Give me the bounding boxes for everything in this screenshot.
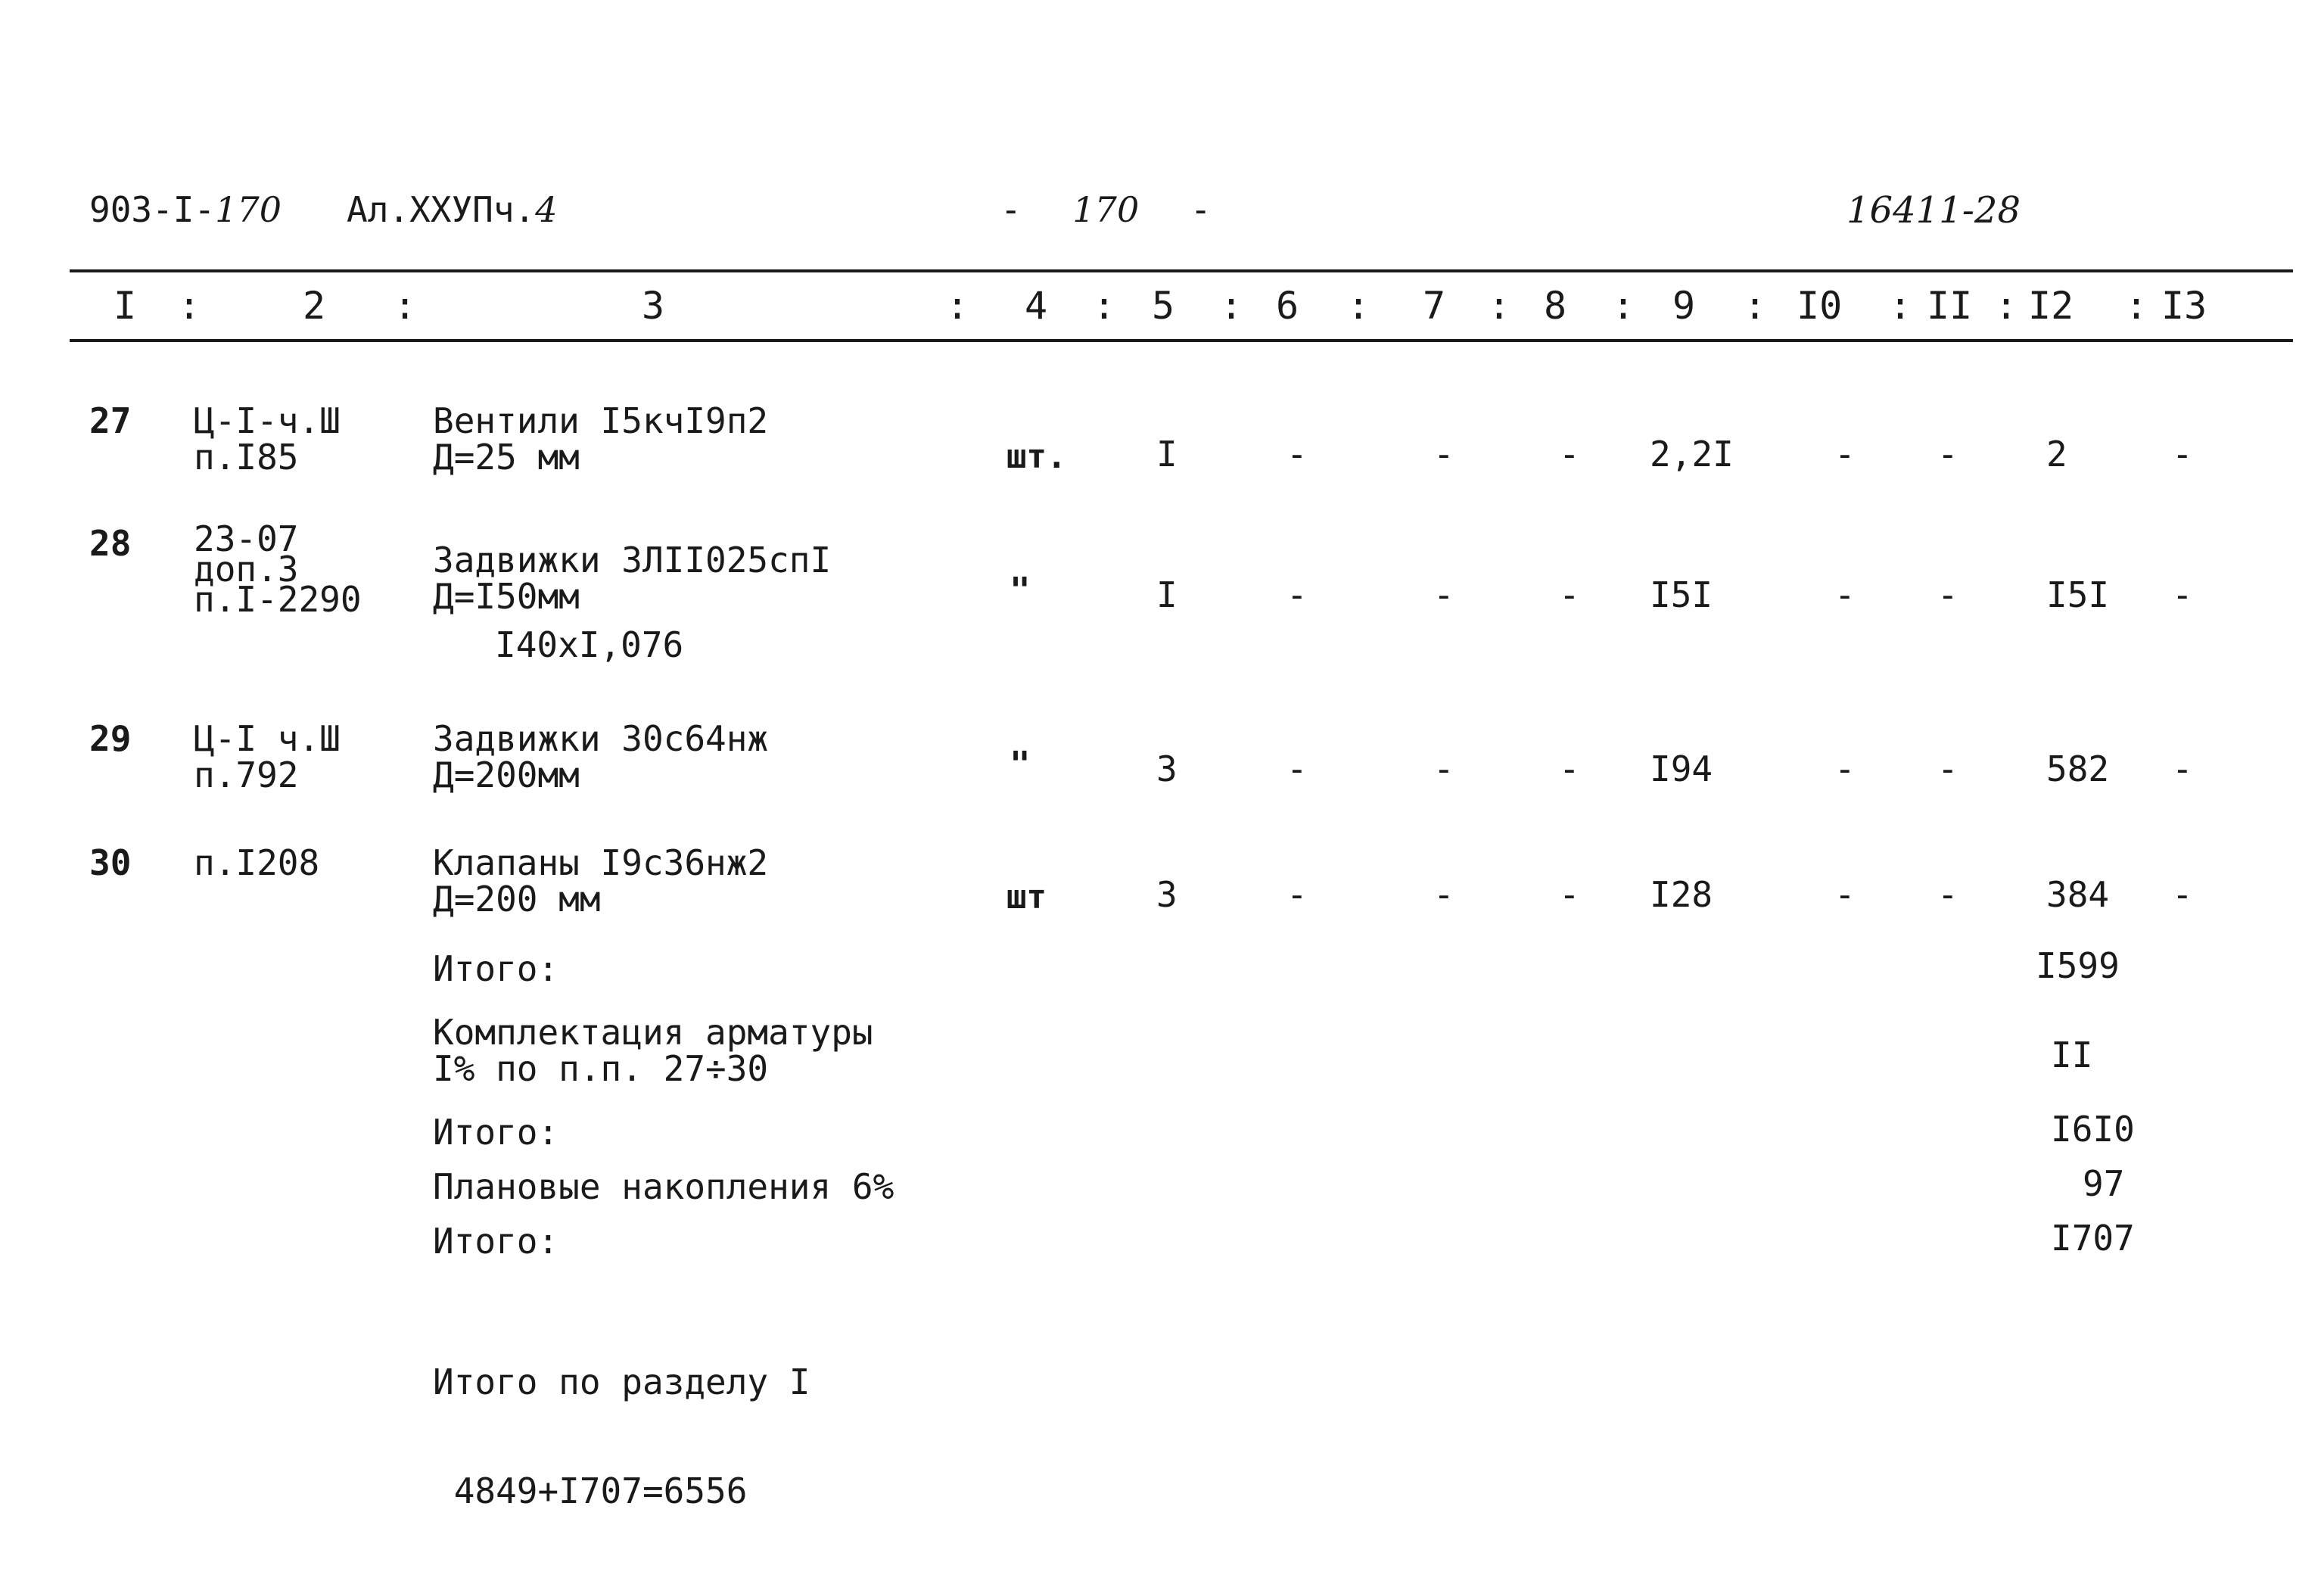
col-11-cell: - [1937, 874, 1958, 915]
col-10-cell: - [1834, 434, 1856, 475]
col-13-cell: - [2172, 874, 2193, 915]
col-8-cell: - [1559, 748, 1580, 789]
ref-line: Ц-I-ч.Ш [194, 400, 341, 441]
ref-line: п.I-2290 [194, 579, 362, 620]
col-7-cell: - [1433, 748, 1454, 789]
summary-label-line: 4849+I707=6556 [433, 1470, 748, 1511]
col-9-header: 9 [1672, 284, 1696, 328]
summary-label [433, 1014, 873, 1087]
row-number: 28 [89, 523, 132, 564]
ref-cell [194, 400, 341, 478]
ref-line: п.792 [194, 755, 299, 795]
ref-line: п.I208 [194, 842, 320, 883]
col-separator: : [394, 284, 417, 328]
summary-label: Итого: [433, 1112, 559, 1153]
name-line: Вентили I5кчI9п2 [433, 400, 769, 441]
col-3-header: 3 [642, 284, 665, 328]
col-13-cell: - [2172, 574, 2193, 615]
col-12-cell: 2 [2046, 434, 2067, 475]
col-12-cell: I5I [2046, 574, 2110, 615]
col-11-header: II [1927, 284, 1973, 328]
col-separator: : [1744, 284, 1767, 328]
page-number [1000, 189, 1212, 230]
col-separator: : [946, 284, 969, 328]
col-separator: : [1612, 284, 1635, 328]
col-10-cell: - [1834, 874, 1856, 915]
page-number-dash-left: - [1000, 189, 1022, 230]
summary-label-line: Комплектация арматуры [433, 1012, 873, 1053]
col-2-header: 2 [303, 284, 326, 328]
name-line: Клапаны I9с36нж2 [433, 842, 769, 883]
unit-cell: " [1010, 744, 1031, 785]
summary-label: Итого: [433, 1221, 559, 1262]
album-handwritten: 4 [535, 189, 558, 230]
page-number-dash-right: - [1190, 189, 1212, 230]
row-number: 30 [89, 842, 132, 883]
ref-line: п.I85 [194, 437, 299, 478]
summary-value: I599 [2036, 945, 2120, 986]
summary-value: I6I0 [2051, 1109, 2135, 1150]
ref-cell [194, 842, 320, 883]
album-ref [347, 189, 558, 230]
col-7-cell: - [1433, 574, 1454, 615]
col-11-cell: - [1937, 574, 1958, 615]
unit-cell: " [1010, 570, 1031, 611]
qty-cell: 3 [1156, 874, 1178, 915]
col-4-header: 4 [1025, 284, 1048, 328]
col-8-cell: - [1559, 574, 1580, 615]
col-separator: : [1889, 284, 1912, 328]
col-7-cell: - [1433, 874, 1454, 915]
summary-value: II [2051, 1035, 2093, 1075]
name-line: Д=I50мм [433, 576, 580, 617]
col-6-cell: - [1286, 748, 1308, 789]
page-number-value: 170 [1072, 189, 1140, 230]
col-6-cell: - [1286, 434, 1308, 475]
col-separator: : [1093, 284, 1116, 328]
col-12-cell: 582 [2046, 748, 2110, 789]
col-11-cell: - [1937, 434, 1958, 475]
doc-code [89, 189, 282, 230]
ref-line: Ц-I ч.Ш [194, 718, 341, 759]
col-11-cell: - [1937, 748, 1958, 789]
row-number: 27 [89, 400, 132, 441]
col-7-header: 7 [1423, 284, 1446, 328]
col-6-header: 6 [1276, 284, 1299, 328]
col-12-header: I2 [2028, 284, 2074, 328]
qty-cell: I [1156, 574, 1178, 615]
col-separator: : [1995, 284, 2018, 328]
unit-cell: шт. [1006, 437, 1067, 476]
ref-cell [194, 720, 341, 793]
col-9-cell: I5I [1650, 574, 1713, 615]
sheet-code: 16411-28 [1846, 189, 2021, 232]
col-separator: : [178, 284, 201, 328]
qty-cell: I [1156, 434, 1178, 475]
col-6-cell: - [1286, 574, 1308, 615]
name-line: Задвижки 30с64нж [433, 718, 769, 759]
name-line: Д=25 мм [433, 437, 580, 478]
doc-code-handwritten: 170 [215, 189, 282, 230]
col-8-cell: - [1559, 434, 1580, 475]
summary-label: Итого: [433, 948, 559, 989]
col-9-cell: 2,2I [1650, 434, 1734, 475]
doc-code-print: 903-I- [89, 189, 216, 230]
ref-cell [194, 518, 362, 620]
name-line: Д=200мм [433, 755, 580, 795]
name-extra-line: I40хI,076 [495, 624, 684, 665]
col-separator: : [1347, 284, 1370, 328]
name-cell [433, 720, 768, 793]
row-number: 29 [89, 718, 132, 759]
col-13-header: I3 [2161, 284, 2207, 328]
col-8-header: 8 [1544, 284, 1567, 328]
col-9-cell: I94 [1650, 748, 1713, 789]
col-7-cell: - [1433, 434, 1454, 475]
col-separator: : [2125, 284, 2148, 328]
col-10-cell: - [1834, 748, 1856, 789]
col-10-cell: - [1834, 574, 1856, 615]
summary-label [433, 1291, 810, 1582]
col-9-cell: I28 [1650, 874, 1713, 915]
ref-line: доп.3 [194, 549, 299, 590]
header-rule-top [70, 269, 2293, 272]
col-13-cell: - [2172, 434, 2193, 475]
col-1-header: I [114, 284, 137, 328]
col-8-cell: - [1559, 874, 1580, 915]
summary-label-line: I% по п.п. 27÷30 [433, 1048, 769, 1089]
name-line: Задвижки ЗЛII025спI [433, 540, 832, 580]
col-10-header: I0 [1797, 284, 1843, 328]
ref-line: 23-07 [194, 518, 299, 559]
header-rule-bottom [70, 339, 2293, 342]
name-line: Д=200 мм [433, 879, 601, 920]
col-6-cell: - [1286, 874, 1308, 915]
name-cell [433, 542, 831, 663]
name-cell [433, 400, 769, 478]
col-13-cell: - [2172, 748, 2193, 789]
name-cell [433, 842, 769, 920]
summary-value: I707 [2051, 1218, 2135, 1259]
col-5-header: 5 [1152, 284, 1175, 328]
col-separator: : [1488, 284, 1511, 328]
unit-cell: шт [1006, 878, 1047, 916]
qty-cell: 3 [1156, 748, 1178, 789]
album-print: Ал.ХХУПч. [347, 189, 536, 230]
summary-value: 97 [2083, 1163, 2125, 1204]
col-12-cell: 384 [2046, 874, 2110, 915]
summary-label: Плановые накопления 6% [433, 1166, 894, 1207]
col-separator: : [1220, 284, 1243, 328]
summary-label-line: Итого по разделу I [433, 1361, 810, 1402]
